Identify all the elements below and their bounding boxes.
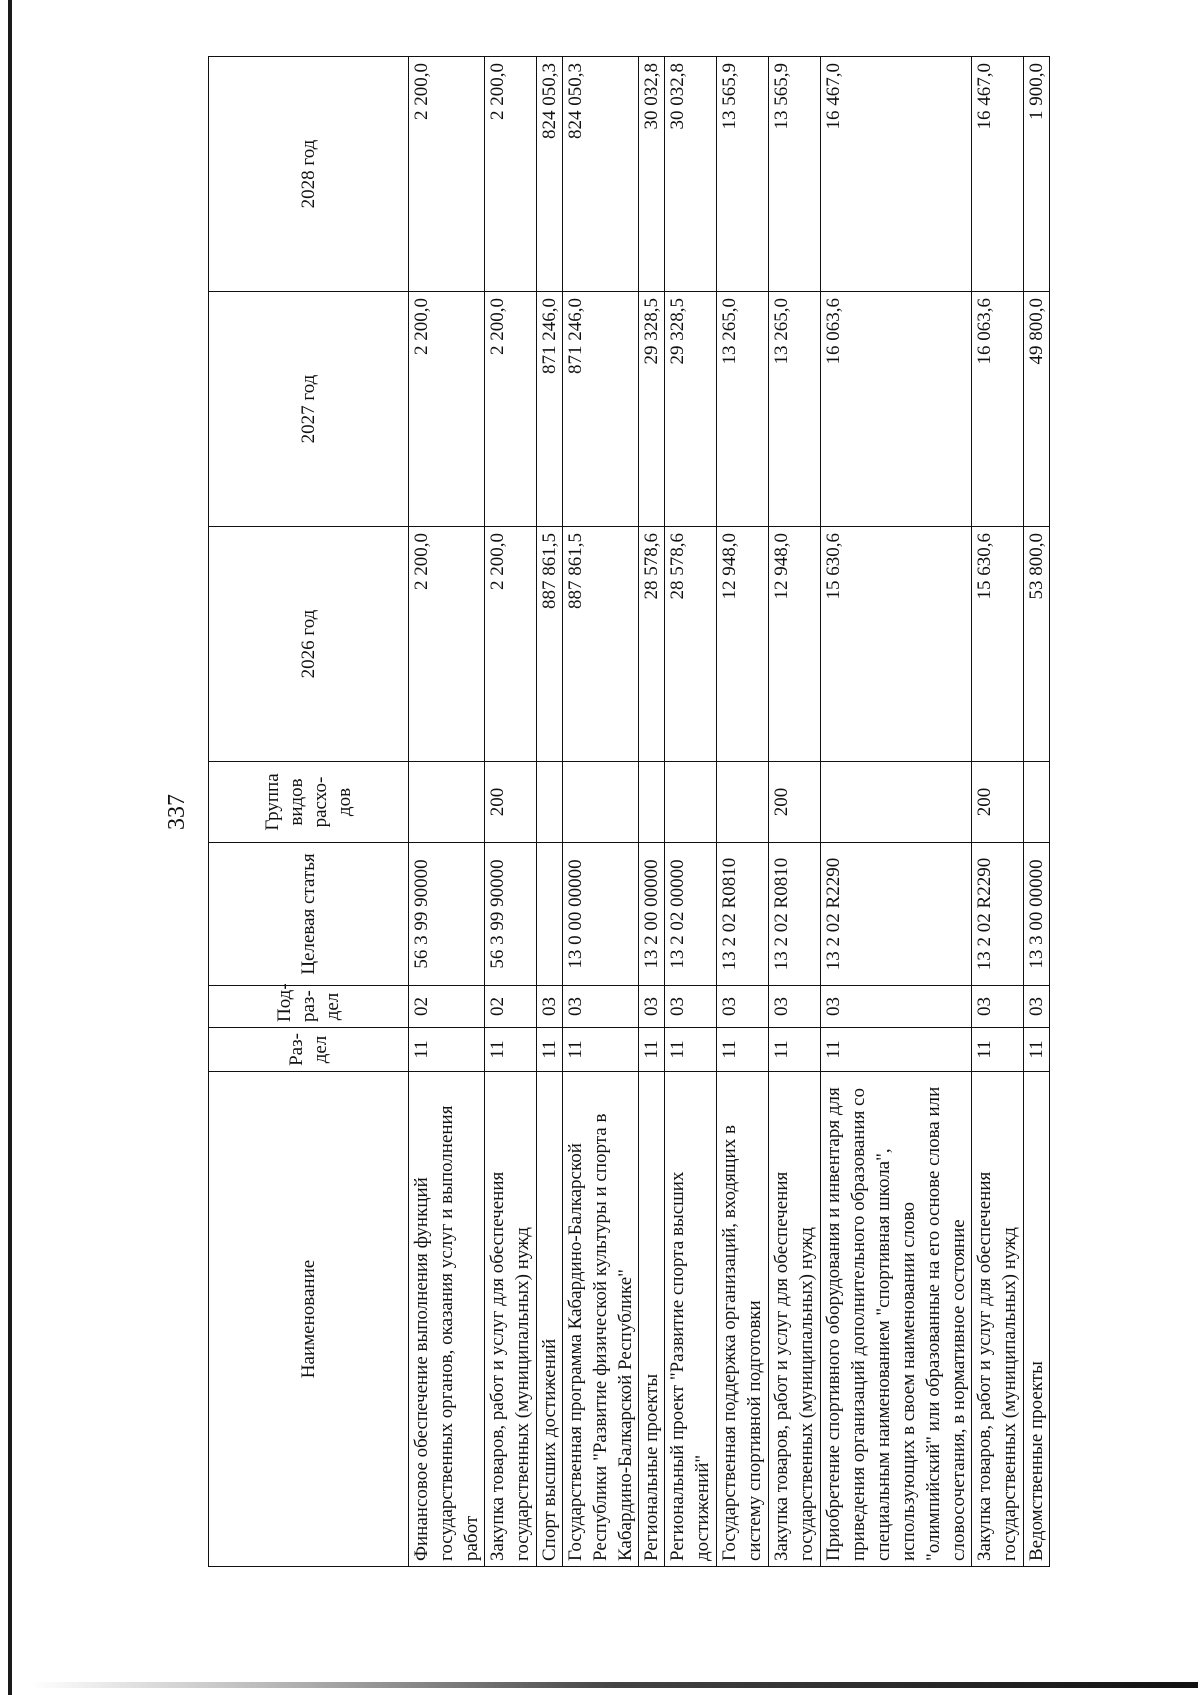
- cell-2028: 30 032,8: [639, 57, 665, 292]
- cell-gruppa: [717, 762, 769, 843]
- cell-gruppa: [639, 762, 665, 843]
- scan-bottom-shadow: [30, 1682, 1198, 1688]
- cell-name: Финансовое обеспечение выполнения функций государственных органов, оказания услуг и выполнения работ: [409, 1072, 485, 1567]
- cell-gruppa: [537, 762, 563, 843]
- cell-2028: 13 565,9: [717, 57, 769, 292]
- cell-razdel: 11: [639, 1028, 665, 1072]
- rotated-page: [154, 57, 1054, 1567]
- cell-2028: 2 200,0: [409, 57, 485, 292]
- header-razdel: Раз-дел: [209, 1028, 409, 1072]
- cell-2028: 2 200,0: [485, 57, 537, 292]
- header-name: Наименование: [209, 1072, 409, 1567]
- cell-gruppa: [665, 762, 717, 843]
- cell-name: Закупка товаров, работ и услуг для обеспечения государственных (муниципальных) нужд: [972, 1072, 1024, 1567]
- cell-2028: 30 032,8: [665, 57, 717, 292]
- cell-celevaya: [537, 843, 563, 986]
- cell-2027: 2 200,0: [409, 292, 485, 527]
- cell-2026: 28 578,6: [665, 527, 717, 762]
- cell-podrazdel: 03: [537, 986, 563, 1028]
- page-number: 337: [164, 794, 190, 830]
- cell-name: Региональный проект "Развитие спорта высших достижений": [665, 1072, 717, 1567]
- cell-gruppa: 200: [972, 762, 1024, 843]
- table-row: [821, 57, 972, 1567]
- cell-2028: 13 565,9: [769, 57, 821, 292]
- cell-2026: 12 948,0: [769, 527, 821, 762]
- cell-celevaya: 13 2 02 R0810: [769, 843, 821, 986]
- cell-2027: 871 246,0: [563, 292, 639, 527]
- cell-celevaya: 13 2 02 00000: [665, 843, 717, 986]
- cell-podrazdel: 02: [409, 986, 485, 1028]
- table-row: [563, 57, 639, 1567]
- cell-2028: 16 467,0: [972, 57, 1024, 292]
- cell-celevaya: 56 3 99 90000: [409, 843, 485, 986]
- cell-razdel: 11: [409, 1028, 485, 1072]
- cell-razdel: 11: [717, 1028, 769, 1072]
- cell-2026: 15 630,6: [972, 527, 1024, 762]
- cell-podrazdel: 03: [665, 986, 717, 1028]
- cell-name: Приобретение спортивного оборудования и инвентаря для приведения организаций дополнительного образования со специальным наименованием "спортивная школа", использующих в своем наименовании слово "олимпийский" или образованные на его основе слова или словосочетания, в нормативное состояние: [821, 1072, 972, 1567]
- cell-podrazdel: 03: [972, 986, 1024, 1028]
- cell-celevaya: 13 2 02 R0810: [717, 843, 769, 986]
- cell-razdel: 11: [563, 1028, 639, 1072]
- cell-gruppa: [409, 762, 485, 843]
- header-gruppa-rashodov: Группа видов расхо-дов: [209, 762, 409, 843]
- header-2026: 2026 год: [209, 527, 409, 762]
- cell-name: Государственная поддержка организаций, входящих в систему спортивной подготовки: [717, 1072, 769, 1567]
- budget-table: [208, 56, 1050, 1567]
- table-row: [769, 57, 821, 1567]
- cell-2027: 29 328,5: [639, 292, 665, 527]
- cell-podrazdel: 03: [639, 986, 665, 1028]
- cell-2026: 2 200,0: [409, 527, 485, 762]
- cell-razdel: 11: [972, 1028, 1024, 1072]
- cell-2028: 1 900,0: [1024, 57, 1050, 292]
- cell-gruppa: [1024, 762, 1050, 843]
- table-row: [485, 57, 537, 1567]
- cell-celevaya: 13 3 00 00000: [1024, 843, 1050, 986]
- cell-2027: 13 265,0: [717, 292, 769, 527]
- table-row: [537, 57, 563, 1567]
- cell-gruppa: [821, 762, 972, 843]
- header-2028: 2028 год: [209, 57, 409, 292]
- cell-2027: 16 063,6: [821, 292, 972, 527]
- cell-2026: 2 200,0: [485, 527, 537, 762]
- cell-gruppa: [563, 762, 639, 843]
- cell-podrazdel: 03: [717, 986, 769, 1028]
- header-2027: 2027 год: [209, 292, 409, 527]
- table-row: [639, 57, 665, 1567]
- table-row: [665, 57, 717, 1567]
- cell-2027: 16 063,6: [972, 292, 1024, 527]
- cell-gruppa: 200: [769, 762, 821, 843]
- cell-razdel: 11: [1024, 1028, 1050, 1072]
- table-row: [972, 57, 1024, 1567]
- header-celevaya-statya: Целевая статья: [209, 843, 409, 986]
- table-header-row: [209, 57, 409, 1567]
- cell-celevaya: 13 2 02 R2290: [972, 843, 1024, 986]
- cell-podrazdel: 03: [1024, 986, 1050, 1028]
- cell-name: Закупка товаров, работ и услуг для обеспечения государственных (муниципальных) нужд: [769, 1072, 821, 1567]
- cell-2028: 16 467,0: [821, 57, 972, 292]
- cell-celevaya: 13 2 02 R2290: [821, 843, 972, 986]
- cell-celevaya: 13 0 00 00000: [563, 843, 639, 986]
- cell-2026: 887 861,5: [537, 527, 563, 762]
- cell-razdel: 11: [769, 1028, 821, 1072]
- cell-name: Спорт высших достижений: [537, 1072, 563, 1567]
- cell-podrazdel: 03: [821, 986, 972, 1028]
- cell-2026: 53 800,0: [1024, 527, 1050, 762]
- cell-razdel: 11: [485, 1028, 537, 1072]
- cell-podrazdel: 03: [563, 986, 639, 1028]
- cell-celevaya: 56 3 99 90000: [485, 843, 537, 986]
- cell-razdel: 11: [821, 1028, 972, 1072]
- cell-gruppa: 200: [485, 762, 537, 843]
- cell-2027: 13 265,0: [769, 292, 821, 527]
- cell-podrazdel: 03: [769, 986, 821, 1028]
- table-row: [409, 57, 485, 1567]
- cell-2027: 2 200,0: [485, 292, 537, 527]
- table-row: [1024, 57, 1050, 1567]
- cell-razdel: 11: [537, 1028, 563, 1072]
- cell-2026: 12 948,0: [717, 527, 769, 762]
- cell-2027: 871 246,0: [537, 292, 563, 527]
- cell-name: Закупка товаров, работ и услуг для обеспечения государственных (муниципальных) нужд: [485, 1072, 537, 1567]
- cell-2027: 29 328,5: [665, 292, 717, 527]
- cell-2027: 49 800,0: [1024, 292, 1050, 527]
- cell-2026: 28 578,6: [639, 527, 665, 762]
- cell-name: Государственная программа Кабардино-Балкарской Республики "Развитие физической культуры и спорта в Кабардино-Балкарской Республике": [563, 1072, 639, 1567]
- header-podrazdel: Под-раз-дел: [209, 986, 409, 1028]
- cell-name: Региональные проекты: [639, 1072, 665, 1567]
- cell-2026: 887 861,5: [563, 527, 639, 762]
- cell-2026: 15 630,6: [821, 527, 972, 762]
- cell-podrazdel: 02: [485, 986, 537, 1028]
- page-edge-shadow: [8, 0, 12, 1695]
- cell-celevaya: 13 2 00 00000: [639, 843, 665, 986]
- cell-2028: 824 050,3: [537, 57, 563, 292]
- cell-2028: 824 050,3: [563, 57, 639, 292]
- cell-razdel: 11: [665, 1028, 717, 1072]
- cell-name: Ведомственные проекты: [1024, 1072, 1050, 1567]
- table-row: [717, 57, 769, 1567]
